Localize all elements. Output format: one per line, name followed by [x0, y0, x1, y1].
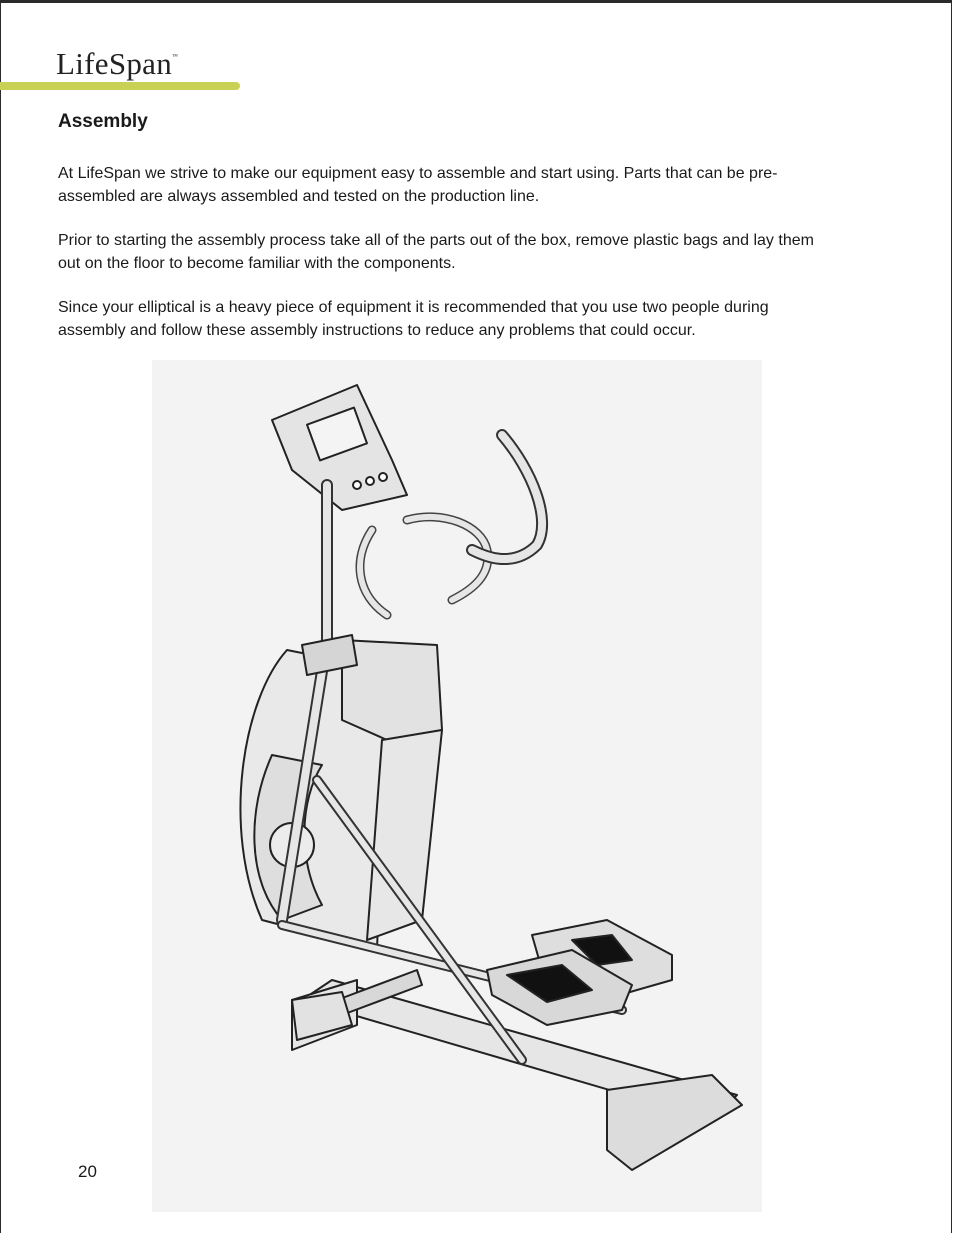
trademark-mark: ™ [172, 54, 179, 60]
brand-logo [56, 46, 178, 82]
fixed-handlebar [360, 517, 488, 615]
front-end-cap [292, 992, 352, 1040]
section-title: Assembly [58, 111, 148, 132]
safety-paragraph: Since your elliptical is a heavy piece of equipment it is recommended that you use two people during assembly and follow these assembly instructions to reduce any problems that could occur. [58, 299, 769, 339]
upper-console-housing [342, 640, 442, 740]
console-button [366, 477, 374, 485]
intro-paragraph: At LifeSpan we strive to make our equipment easy to assemble and start using. Parts that can be pre-assembled are always assembled and tested on the production line. [58, 165, 778, 205]
elliptical-figure [152, 360, 762, 1212]
elliptical-trainer-illustration [152, 360, 762, 1212]
rear-foot [607, 1075, 742, 1170]
parts-paragraph: Prior to starting the assembly process take all of the parts out of the box, remove plastic bags and lay them out on the floor to become familiar with the components. [58, 232, 814, 272]
console-button [353, 481, 361, 489]
header-accent-bar [0, 82, 240, 90]
brand-name: LifeSpan [56, 46, 173, 81]
console-button [379, 473, 387, 481]
page-number: 20 [78, 1162, 97, 1181]
